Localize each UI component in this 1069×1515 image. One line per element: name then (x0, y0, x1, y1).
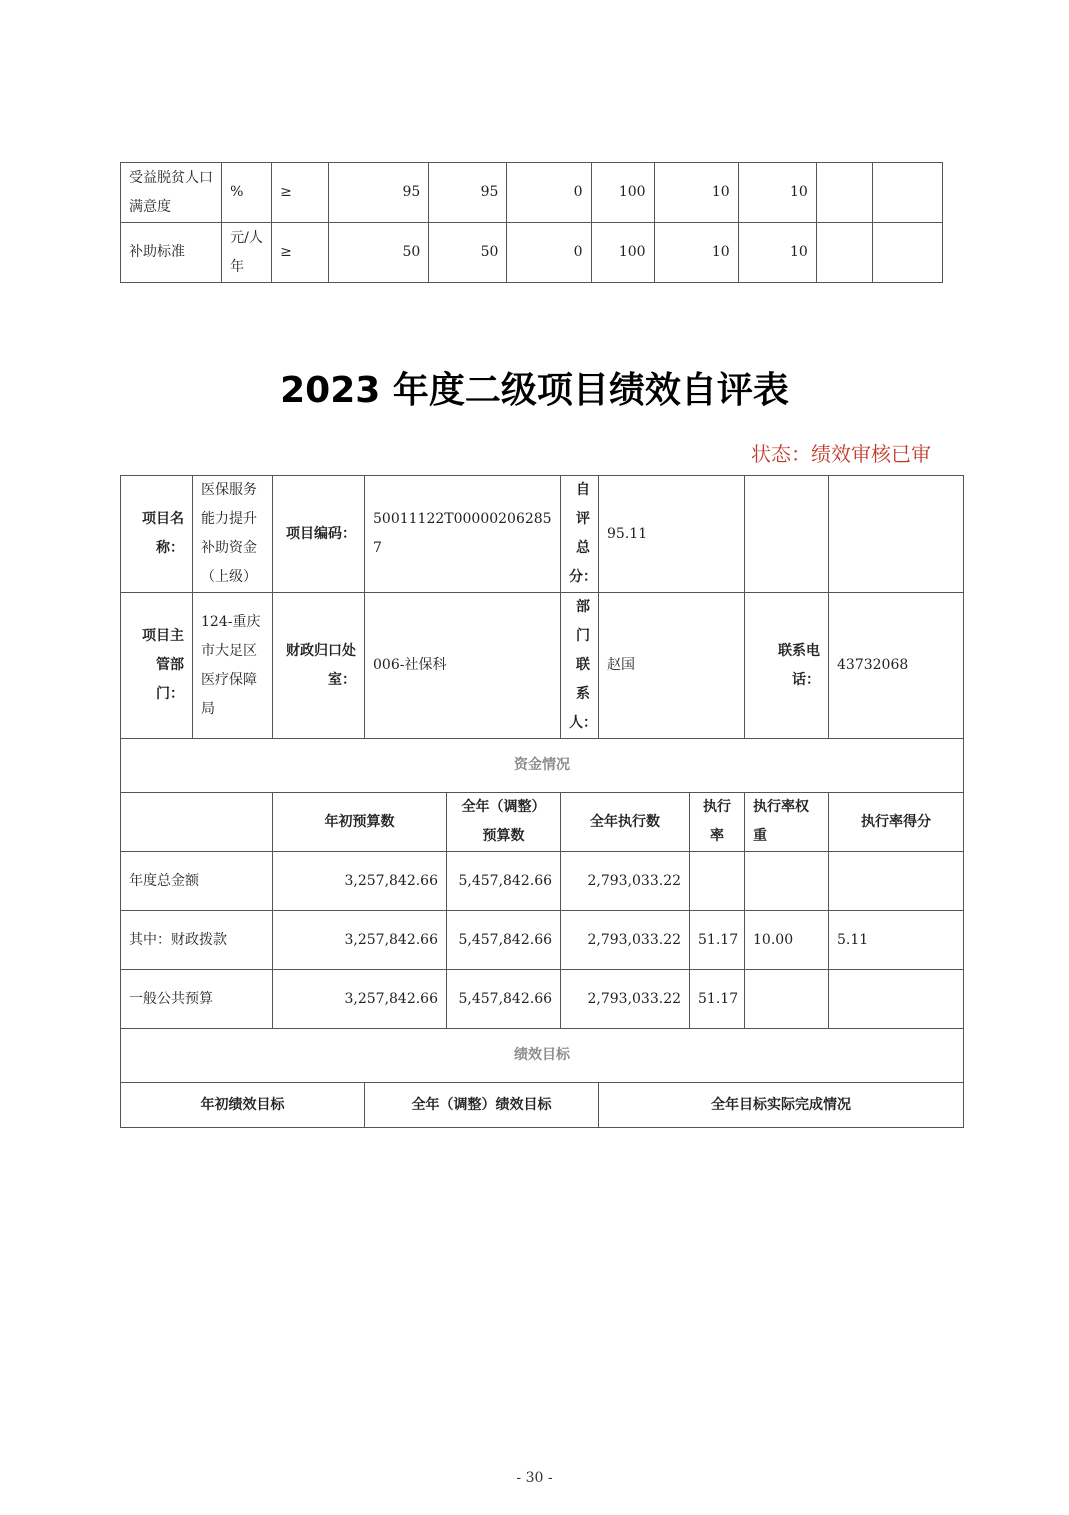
indicator-value: 50 (429, 223, 507, 283)
phone-value: 43732068 (829, 593, 964, 739)
indicator-table (120, 162, 943, 283)
funds-row-adjusted: 5,457,842.66 (447, 852, 561, 911)
empty-cell (829, 476, 964, 593)
indicator-value: 95 (429, 163, 507, 223)
goals-header-actual: 全年目标实际完成情况 (599, 1083, 964, 1128)
dept-label: 项目主管部门： (121, 593, 193, 739)
goals-section-title: 绩效目标 (121, 1029, 964, 1083)
phone-label: 联系电话： (745, 593, 829, 739)
page-number: - 30 - (516, 1470, 553, 1486)
goals-header-row (121, 1083, 964, 1128)
indicator-row (121, 223, 943, 283)
indicator-unit: % (222, 163, 272, 223)
funds-row-adjusted: 5,457,842.66 (447, 911, 561, 970)
goals-header-adjusted: 全年（调整）绩效目标 (365, 1083, 599, 1128)
page-title: 2023 年度二级项目绩效自评表 (280, 370, 789, 411)
funds-row-weight (745, 970, 829, 1029)
indicator-value: 10 (654, 163, 738, 223)
funds-section-title: 资金情况 (121, 739, 964, 793)
indicator-operator: ≥ (272, 163, 329, 223)
funds-row-budget: 3,257,842.66 (273, 911, 447, 970)
funds-row-executed: 2,793,033.22 (561, 970, 690, 1029)
funds-row-score (829, 852, 964, 911)
indicator-value: 0 (507, 223, 591, 283)
info-row-dept (121, 593, 964, 739)
project-name-label: 项目名称： (121, 476, 193, 593)
funds-row-rate: 51.17 (690, 911, 745, 970)
funds-row (121, 852, 964, 911)
funds-row-rate: 51.17 (690, 970, 745, 1029)
project-code-label: 项目编码： (273, 476, 365, 593)
funds-header-score: 执行率得分 (829, 793, 964, 852)
indicator-value: 100 (591, 163, 654, 223)
funds-row-adjusted: 5,457,842.66 (447, 970, 561, 1029)
indicator-value: 50 (329, 223, 429, 283)
status-label: 状态：绩效审核已审 (751, 442, 931, 466)
goals-header-initial: 年初绩效目标 (121, 1083, 365, 1128)
funds-header-executed: 全年执行数 (561, 793, 690, 852)
funds-section-row (121, 739, 964, 793)
funds-row-weight: 10.00 (745, 911, 829, 970)
funds-header-budget: 年初预算数 (273, 793, 447, 852)
funds-row-rate (690, 852, 745, 911)
funds-row-score (829, 970, 964, 1029)
funds-row-label: 其中：财政拨款 (121, 911, 273, 970)
score-value: 95.11 (599, 476, 745, 593)
indicator-value: 0 (507, 163, 591, 223)
indicator-value: 10 (738, 163, 816, 223)
funds-row-executed: 2,793,033.22 (561, 852, 690, 911)
contact-label: 部门联系人： (561, 593, 599, 739)
funds-header-empty (121, 793, 273, 852)
funds-header-rate: 执行率 (690, 793, 745, 852)
funds-row-weight (745, 852, 829, 911)
indicator-name: 受益脱贫人口满意度 (121, 163, 222, 223)
funds-row-executed: 2,793,033.22 (561, 911, 690, 970)
indicator-value: 10 (654, 223, 738, 283)
funds-row-label: 一般公共预算 (121, 970, 273, 1029)
funds-header-row (121, 793, 964, 852)
indicator-value: 100 (591, 223, 654, 283)
indicator-empty (816, 223, 872, 283)
info-row-project (121, 476, 964, 593)
contact-value: 赵国 (599, 593, 745, 739)
finance-label: 财政归口处室： (273, 593, 365, 739)
indicator-row (121, 163, 943, 223)
score-label: 自评总分： (561, 476, 599, 593)
funds-row (121, 911, 964, 970)
finance-value: 006-社保科 (365, 593, 561, 739)
indicator-operator: ≥ (272, 223, 329, 283)
funds-row-budget: 3,257,842.66 (273, 852, 447, 911)
indicator-empty (872, 223, 942, 283)
dept-value: 124-重庆市大足区医疗保障局 (193, 593, 273, 739)
indicator-empty (816, 163, 872, 223)
funds-row-score: 5.11 (829, 911, 964, 970)
evaluation-table (120, 475, 964, 1128)
indicator-value: 10 (738, 223, 816, 283)
project-name-value: 医保服务能力提升补助资金（上级） (193, 476, 273, 593)
empty-cell (745, 476, 829, 593)
goals-section-row (121, 1029, 964, 1083)
project-code-value: 50011122T000002062857 (365, 476, 561, 593)
funds-header-weight: 执行率权重 (745, 793, 829, 852)
indicator-unit: 元/人年 (222, 223, 272, 283)
indicator-empty (872, 163, 942, 223)
funds-row-budget: 3,257,842.66 (273, 970, 447, 1029)
indicator-name: 补助标准 (121, 223, 222, 283)
indicator-value: 95 (329, 163, 429, 223)
funds-header-adjusted: 全年（调整）预算数 (447, 793, 561, 852)
funds-row (121, 970, 964, 1029)
funds-row-label: 年度总金额 (121, 852, 273, 911)
